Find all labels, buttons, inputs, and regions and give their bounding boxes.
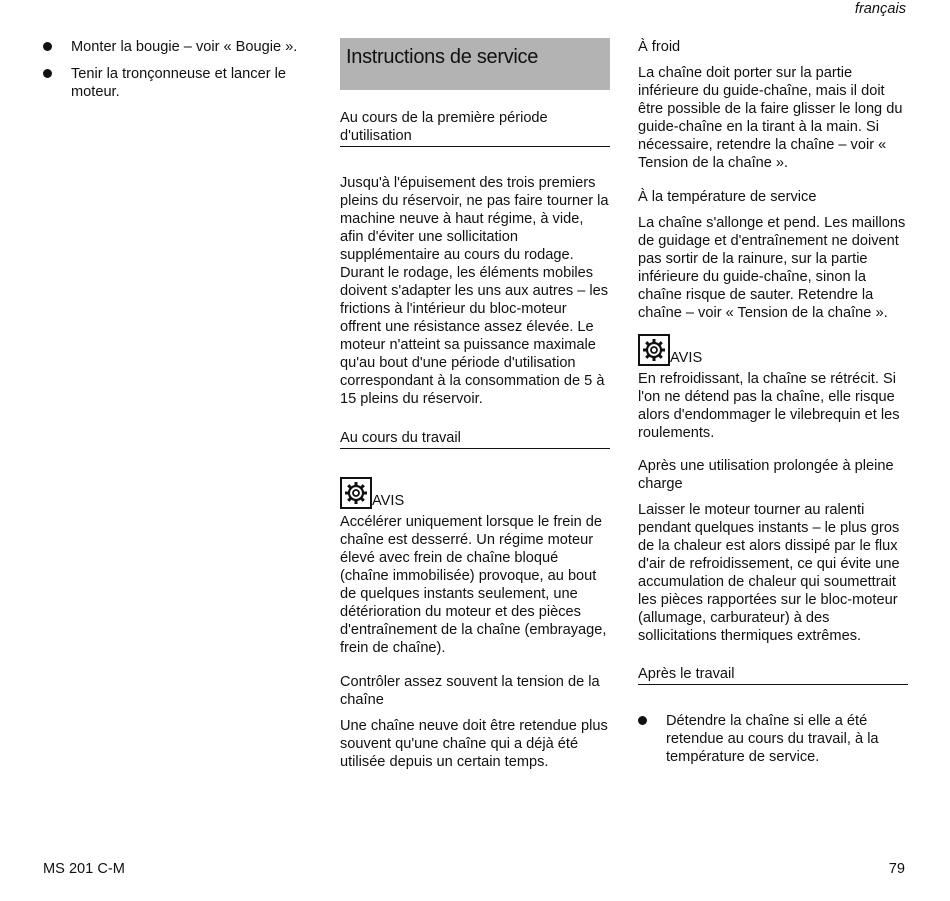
section-heading: Contrôler assez souvent la tension de la chaîne (340, 674, 600, 708)
list-item: Monter la bougie – voir « Bougie ». (43, 38, 313, 56)
bullet-icon (638, 716, 647, 725)
model-name: MS 201 C-M (43, 861, 125, 877)
notice-label: AVIS (670, 350, 703, 366)
paragraph: La chaîne s'allonge et pend. Les maillons de guidage et d'entraînement ne doivent pas sortir de la rainure, sur la partie inférieure du guide-chaîne, sinon la chaîne risque de sauter. Retendre la chaîne – voir « Tension de la chaîne ». (638, 215, 906, 321)
notice-block (340, 477, 610, 509)
bullet-list (43, 38, 313, 101)
section-heading: À froid (638, 39, 681, 55)
paragraph: Laisser le moteur tourner au ralenti pendant quelques instants – le plus gros de la chaleur est alors dissipé par le flux d'air de refroidissement, ce qui évite une accumulation de chaleur qui soumettrait les pièces rapportées sur le bloc-moteur (allumage, carburateur) à des sollicitations thermiques extrêmes. (638, 502, 900, 644)
list-item: Détendre la chaîne si elle a été retendue au cours du travail, à la température de service. (638, 712, 908, 766)
paragraph: La chaîne doit porter sur la partie inférieure du guide-chaîne, mais il doit être possible de la faire glisser le long du guide-chaîne en la tirant à la main. Si nécessaire, retendre la chaîne – voir « Tension de la chaîne ». (638, 65, 903, 171)
page-title: Instructions de service (340, 38, 610, 90)
column-middle (340, 38, 610, 771)
notice-block (638, 334, 908, 366)
section-heading: Après le travail (638, 665, 908, 685)
paragraph: Jusqu'à l'épuisement des trois premiers pleins du réservoir, ne pas faire tourner la machine neuve à haut régime, à vide, afin d'éviter une sollicitation supplémentaire au cours du rodage. Durant le rodage, les éléments mobiles doivent s'adapter les uns aux autres – les frictions à l'intérieur du bloc-moteur offrent une résistance assez élevée. Le moteur n'atteint sa puissance maximale qu'au bout d'une période d'utilisation correspondant à la consommation de 5 à 15 pleins du réservoir. (340, 175, 609, 407)
paragraph: Accélérer uniquement lorsque le frein de chaîne est desserré. Un régime moteur élevé avec frein de chaîne bloqué (chaîne immobilisée) provoque, au bout de quelques instants seulement, une détérioration du moteur et des pièces d'entraînement de la chaîne (embrayage, frein de chaîne). (340, 514, 607, 656)
bullet-icon (43, 69, 52, 78)
section-heading: Après une utilisation prolongée à pleine charge (638, 458, 894, 492)
bullet-list (638, 712, 908, 766)
gear-notice-icon (340, 477, 372, 509)
language-label: français (854, 1, 906, 17)
notice-label: AVIS (372, 493, 405, 509)
section-heading: Au cours de la première période d'utilisation (340, 109, 610, 147)
column-right (638, 38, 908, 775)
section-heading: À la température de service (638, 189, 817, 205)
gear-notice-icon (638, 334, 670, 366)
list-item: Tenir la tronçonneuse et lancer le moteur. (43, 65, 313, 101)
paragraph: Une chaîne neuve doit être retendue plus souvent qu'une chaîne qui a déjà été utilisée depuis un certain temps. (340, 718, 608, 770)
section-heading: Au cours du travail (340, 429, 610, 449)
paragraph: En refroidissant, la chaîne se rétrécit. Si l'on ne détend pas la chaîne, elle risque alors d'endommager le vilebrequin et les roulements. (638, 371, 900, 441)
bullet-icon (43, 42, 52, 51)
page-number: 79 (888, 861, 905, 877)
column-left (43, 38, 313, 110)
